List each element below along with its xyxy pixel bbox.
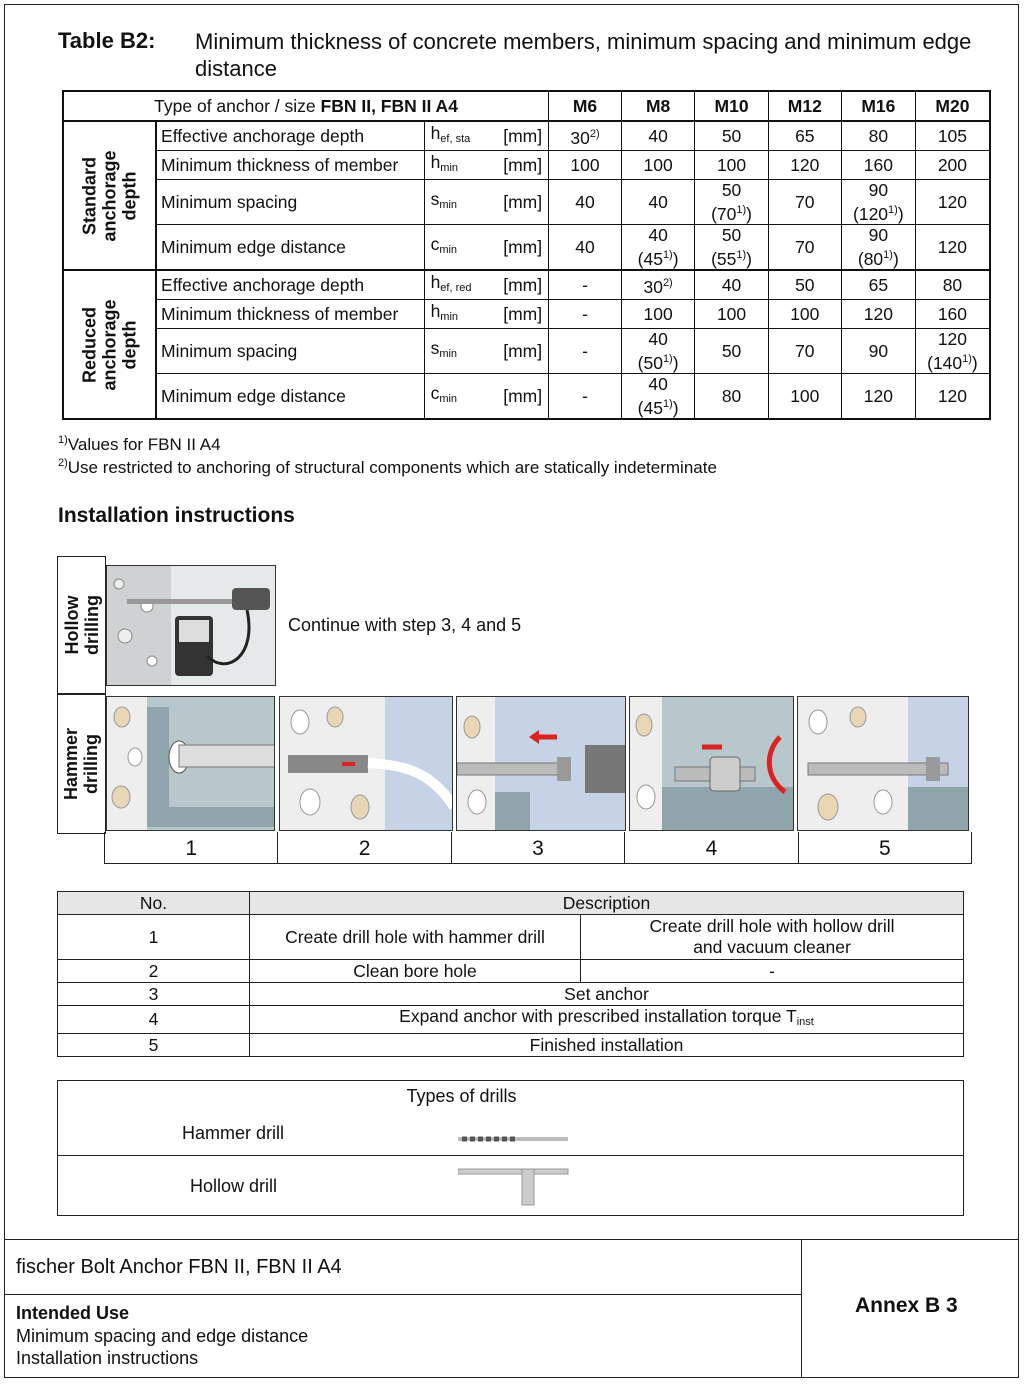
group-label: Standard anchorage depth <box>63 121 156 270</box>
hollow-drill-label: Hollow drill <box>190 1176 278 1196</box>
size-header: M16 <box>841 91 915 121</box>
row-symbol: $h_{ef, red}$ <box>424 270 489 300</box>
step-1-illustration <box>106 696 275 831</box>
table-cell: 65 <box>841 270 915 300</box>
table-cell: - <box>549 329 622 374</box>
table-cell: 120 <box>915 374 990 420</box>
row-5: Finished installation <box>250 1034 964 1057</box>
row-symbol: $h_{min}$ <box>424 300 489 329</box>
table-cell: 100 <box>549 151 622 180</box>
table-cell: 40 <box>695 270 768 300</box>
row-unit: [mm] <box>489 270 549 300</box>
table-cell: 50 (55$^{1)}$) <box>695 225 768 271</box>
table-cell: 50 <box>695 329 768 374</box>
drill-types-title: Types of drills <box>406 1086 517 1106</box>
size-header: M12 <box>768 91 841 121</box>
table-cell: 80 <box>695 374 768 420</box>
table-row <box>63 329 990 374</box>
step-number: 1 <box>185 837 198 860</box>
row-symbol: $h_{ef, sta}$ <box>424 121 489 151</box>
table-cell: 120 <box>915 180 990 225</box>
footer-product: fischer Bolt Anchor FBN II, FBN II A4 <box>16 1256 342 1278</box>
row-symbol: $h_{min}$ <box>424 151 489 180</box>
installation-heading: Installation instructions <box>58 504 295 527</box>
table-cell: 120 <box>841 374 915 420</box>
table-row <box>63 270 990 300</box>
table-cell: 30$^{2)}$ <box>549 121 622 151</box>
table-cell: 120 <box>841 300 915 329</box>
row-no: 1 <box>58 915 250 960</box>
table-cell: 120 <box>915 225 990 271</box>
table-title: Minimum thickness of concrete members, minimum spacing and minimum edge distance <box>195 29 972 81</box>
table-label: Table B2: <box>58 28 156 53</box>
table-cell: 70 <box>768 225 841 271</box>
row-unit: [mm] <box>489 374 549 420</box>
table-cell: 40 <box>549 180 622 225</box>
footer-vertical-divider <box>801 1239 802 1378</box>
footer-line-1: Minimum spacing and edge distance <box>16 1326 309 1346</box>
row-no: 5 <box>58 1034 250 1057</box>
row-unit: [mm] <box>489 121 549 151</box>
table-cell: 100 <box>621 151 694 180</box>
row-label: Effective anchorage depth <box>156 270 424 300</box>
drill-types-box <box>57 1080 964 1216</box>
table-cell: 90 (80$^{1)}$) <box>841 225 915 271</box>
col-header-no: No. <box>58 892 250 915</box>
step-3-illustration <box>456 696 626 831</box>
annex-label: Annex B 3 <box>855 1294 958 1317</box>
step-number: 3 <box>451 832 624 863</box>
step-5-illustration <box>797 696 969 831</box>
step-numbers <box>104 832 972 864</box>
table-cell: 100 <box>695 300 768 329</box>
row-label: Minimum spacing <box>156 180 424 225</box>
size-header: M10 <box>695 91 768 121</box>
table-header-anchor-type: Type of anchor / size FBN II, FBN II A4 <box>63 91 549 121</box>
row-label: Minimum edge distance <box>156 374 424 420</box>
row-1-hammer: Create drill hole with hammer drill <box>250 915 581 960</box>
table-cell: 70 <box>768 329 841 374</box>
row-no: 3 <box>58 983 250 1006</box>
table-row <box>63 180 990 225</box>
table-cell: 40 <box>549 225 622 271</box>
row-label: Minimum spacing <box>156 329 424 374</box>
table-cell: 120 (140$^{1)}$) <box>915 329 990 374</box>
table-row <box>63 374 990 420</box>
hammer-drill-icon <box>458 1133 570 1145</box>
row-unit: [mm] <box>489 151 549 180</box>
table-cell: 40 (50$^{1)}$) <box>621 329 694 374</box>
footnote-2: $^{2)}$Use restricted to anchoring of structural components which are statically indeterminate <box>58 457 717 477</box>
hollow-drilling-label: Hollow drilling <box>57 556 106 694</box>
row-1-hollow: Create drill hole with hollow drill and vacuum cleaner <box>581 915 964 960</box>
row-no: 4 <box>58 1006 250 1034</box>
table-cell: - <box>549 374 622 420</box>
footer-mid-divider <box>4 1294 801 1295</box>
footnote-1: $^{1)}$Values for FBN II A4 <box>58 434 221 454</box>
table-cell: 100 <box>768 374 841 420</box>
row-label: Effective anchorage depth <box>156 121 424 151</box>
row-symbol: $c_{min}$ <box>424 225 489 271</box>
table-cell: 105 <box>915 121 990 151</box>
group-label: Reduced anchorage depth <box>63 270 156 419</box>
row-label: Minimum edge distance <box>156 225 424 271</box>
row-2-b: - <box>581 960 964 983</box>
table-cell: 50 (70$^{1)}$) <box>695 180 768 225</box>
row-symbol: $s_{min}$ <box>424 329 489 374</box>
footer-intended-use: Intended Use <box>16 1303 130 1323</box>
size-header: M6 <box>549 91 622 121</box>
step-4-illustration <box>629 696 794 831</box>
row-label: Minimum thickness of member <box>156 300 424 329</box>
table-cell: 40 (45$^{1)}$) <box>621 225 694 271</box>
row-3: Set anchor <box>250 983 964 1006</box>
table-b2 <box>62 90 991 420</box>
row-symbol: $s_{min}$ <box>424 180 489 225</box>
table-cell: 160 <box>841 151 915 180</box>
table-cell: 50 <box>768 270 841 300</box>
table-cell: 100 <box>768 300 841 329</box>
row-unit: [mm] <box>489 300 549 329</box>
table-cell: 200 <box>915 151 990 180</box>
step-number: 2 <box>277 832 450 863</box>
row-unit: [mm] <box>489 225 549 271</box>
table-row <box>63 121 990 151</box>
table-cell: 90 <box>841 329 915 374</box>
footer-line-2: Installation instructions <box>16 1348 199 1368</box>
step-number: 4 <box>624 832 797 863</box>
table-cell: 40 <box>621 180 694 225</box>
table-row <box>63 300 990 329</box>
size-header: M20 <box>915 91 990 121</box>
row-no: 2 <box>58 960 250 983</box>
table-cell: 50 <box>695 121 768 151</box>
table-cell: 40 <box>621 121 694 151</box>
table-cell: - <box>549 270 622 300</box>
row-unit: [mm] <box>489 329 549 374</box>
footer-divider <box>4 1239 1019 1240</box>
table-cell: - <box>549 300 622 329</box>
step-number: 5 <box>798 832 971 863</box>
row-label: Minimum thickness of member <box>156 151 424 180</box>
row-unit: [mm] <box>489 180 549 225</box>
table-cell: 80 <box>841 121 915 151</box>
hammer-drilling-label: Hammer drilling <box>57 694 106 834</box>
step-2-illustration <box>279 696 453 831</box>
drills-divider <box>58 1155 963 1156</box>
table-cell: 100 <box>695 151 768 180</box>
table-cell: 70 <box>768 180 841 225</box>
hollow-drill-illustration <box>106 565 276 686</box>
table-cell: 30$^{2)}$ <box>621 270 694 300</box>
table-cell: 40 (45$^{1)}$) <box>621 374 694 420</box>
hollow-note: Continue with step 3, 4 and 5 <box>288 615 522 635</box>
row-symbol: $c_{min}$ <box>424 374 489 420</box>
table-row <box>63 151 990 180</box>
table-cell: 90 (120$^{1)}$) <box>841 180 915 225</box>
row-4: Expand anchor with prescribed installation torque $T_{inst}$ <box>250 1006 964 1034</box>
description-table <box>57 891 964 1057</box>
col-header-description: Description <box>250 892 964 915</box>
hollow-drill-icon <box>458 1165 570 1209</box>
row-2-a: Clean bore hole <box>250 960 581 983</box>
table-cell: 160 <box>915 300 990 329</box>
table-cell: 120 <box>768 151 841 180</box>
table-cell: 65 <box>768 121 841 151</box>
size-header: M8 <box>621 91 694 121</box>
table-cell: 100 <box>621 300 694 329</box>
table-cell: 80 <box>915 270 990 300</box>
table-row <box>63 225 990 271</box>
hammer-drill-label: Hammer drill <box>182 1123 285 1143</box>
